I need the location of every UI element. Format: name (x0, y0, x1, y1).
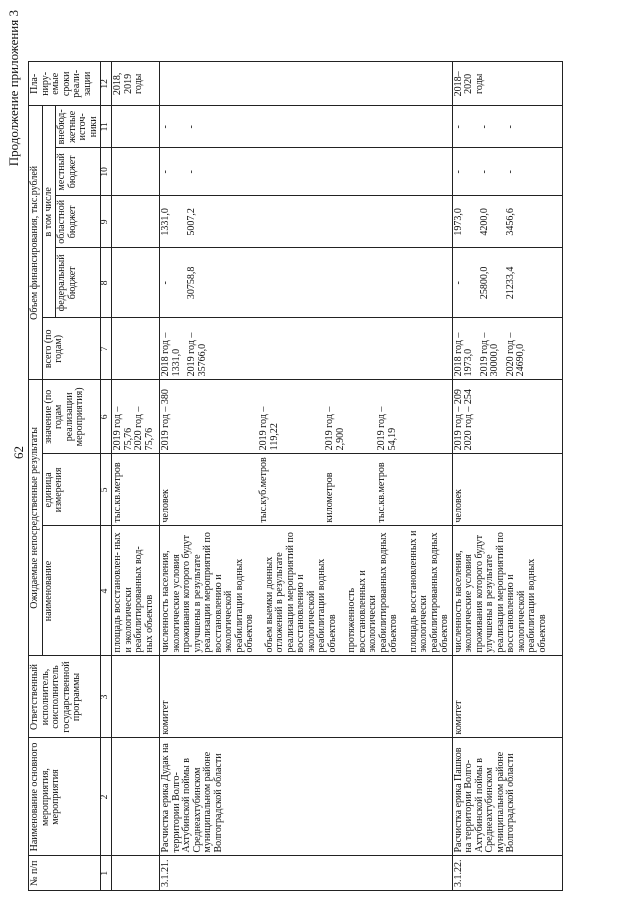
col-num-9: 9 (101, 196, 112, 248)
row1-executor: комитет (160, 656, 453, 738)
header-local: местный бюджет (56, 148, 101, 196)
carryover-indicator-name: площадь восстановлен- ных и экологически реабилитированных вод- ных объектов (112, 526, 160, 656)
col-num-8: 8 (101, 248, 112, 318)
carryover-terms: 2018, 2019 годы (112, 62, 160, 106)
row2-ind1-name: численность населения, экологические условия проживания которого будут улучшены в результате реализации мероприятий по восстановлению и экологической реабилитации водных объектов (452, 526, 562, 656)
row1-values (160, 380, 453, 454)
header-regional: областной бюджет (56, 196, 101, 248)
row1-indicators (160, 526, 453, 656)
row2-regional: 1973,0 4200,0 3456,6 (452, 196, 562, 248)
row1-ind1-unit: человек (160, 489, 171, 523)
carryover-value: 2019 год – 75,76 2020 год – 75,76 (112, 380, 160, 454)
row2-num: 3.1.22. (452, 856, 562, 891)
row1-num: 3.1.21. (160, 856, 453, 891)
row1-ind1-value: 2019 год – 380 (160, 389, 171, 451)
col-num-2: 2 (101, 738, 112, 856)
row1-activity: Расчистка ерика Дудак на территории Волго-Ахтубинской поймы в Среднеахтубинском муниципальном районе Волгоградской области (160, 738, 453, 856)
row1-ind4-unit: тыс.кв.метров (376, 462, 387, 523)
header-activity: Наименование основного мероприятия, мероприятия (29, 738, 101, 856)
row1-total-2019: 2019 год – 35766,0 (186, 332, 208, 377)
row2-executor: комитет (452, 656, 562, 738)
row1-units (160, 454, 453, 526)
row1-ind2-value: 2019 год – 119,22 (258, 406, 280, 451)
header-extrabudget: внебюд- жетные источ- ники (56, 106, 101, 148)
header-num: № п/п (29, 856, 101, 891)
row1-regional: 1331,0 5007,2 (160, 196, 453, 248)
row1-ind3-unit: километров (324, 472, 335, 523)
header-in-that-number: в том числе (42, 106, 56, 318)
row1-ind4-value: 2019 год – 54,19 (376, 406, 398, 451)
row2-extrabudget: - - - (452, 106, 562, 148)
header-unit: единица измерения (42, 454, 101, 526)
header-funding-group: Объем финансирования, тыс.рублей (29, 106, 43, 380)
table-row (112, 62, 160, 891)
header-federal: федеральный бюджет (56, 248, 101, 318)
row1-ind4-name: площадь восстановленных и экологически реабилитированных водных объектов (407, 530, 450, 653)
row1-ind2-unit: тыс.куб.метров (258, 457, 269, 523)
row2-ind1-value: 2019 год – 209 2020 год – 254 (452, 380, 562, 454)
program-table (28, 61, 563, 891)
row1-total-2018: 2018 год – 1331,0 (160, 332, 182, 377)
col-num-7: 7 (101, 318, 112, 380)
row1-extrabudget: - - (160, 106, 453, 148)
row2-total: 2018 год – 1973,0 2019 год – 30000,0 2020 год – 24690,0 (452, 318, 562, 380)
appendix-title: Продолжение приложения 3 (6, 10, 21, 167)
table-row (160, 62, 453, 891)
header-value: значение (по годам реализации мероприятия) (42, 380, 101, 454)
page-number: 62 (11, 446, 26, 459)
table-row (452, 62, 562, 891)
header-indicator-name: наименование (42, 526, 101, 656)
header-terms: Пла- ниру- емые сроки реали- зации (29, 62, 101, 106)
row2-terms: 2018–2020 годы (452, 62, 562, 106)
col-num-1: 1 (101, 856, 112, 891)
row1-ind3-name: протяженность восстановленных и экологически реабилитированных водных объектов (346, 532, 399, 653)
header-total: всего (по годам) (42, 318, 101, 380)
col-num-10: 10 (101, 148, 112, 196)
column-numbers-row (101, 62, 112, 891)
header-row-1 (29, 62, 43, 891)
row2-ind1-unit: человек (452, 454, 562, 526)
row1-federal: - 30758,8 (160, 248, 453, 318)
header-results-group: Ожидаемые непосредственные результаты (29, 380, 43, 656)
row1-local: - - (160, 148, 453, 196)
col-num-3: 3 (101, 656, 112, 738)
row1-ind1-name: численность населения, экологические условия проживания которого будут улучшены в результате реализации мероприятий по восстановлению и экологической реабилитации водных объектов (160, 532, 255, 653)
row2-federal: - 25800,0 21233,4 (452, 248, 562, 318)
col-num-6: 6 (101, 380, 112, 454)
col-num-12: 12 (101, 62, 112, 106)
col-num-5: 5 (101, 454, 112, 526)
carryover-unit: тыс.кв.метров (112, 454, 160, 526)
row1-ind3-value: 2019 год – 2,900 (324, 406, 346, 451)
row2-local: - - - (452, 148, 562, 196)
row1-total (160, 318, 453, 380)
row2-activity: Расчистка ерика Пашков на территории Волго-Ахтубинской поймы в Среднеахтубинском муниципальном районе Волгоградской области (452, 738, 562, 856)
col-num-4: 4 (101, 526, 112, 656)
row1-ind2-name: объем выемки донных отложений в результате реализации мероприятий по восстановлению и экологической реабилитации водных объектов (263, 532, 338, 653)
col-num-11: 11 (101, 106, 112, 148)
header-executor: Ответственный исполнитель, соисполнитель государственной программы (29, 656, 101, 738)
